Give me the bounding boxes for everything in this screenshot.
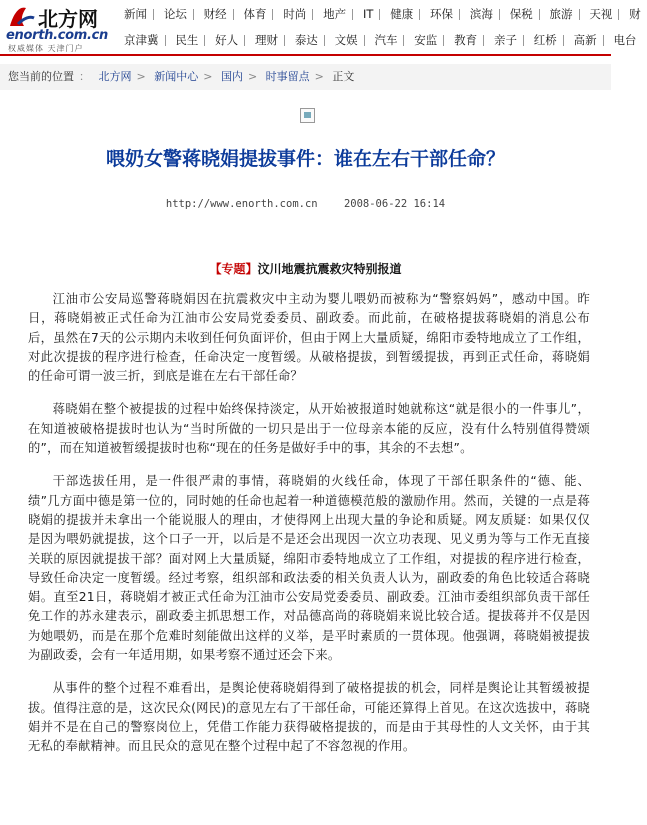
article-paragraph: 从事件的整个过程不难看出，是舆论使蒋晓娟得到了破格提拔的机会，同样是舆论让其暂缓被提拔。值得注意的是，这次民众(网民)的意见左右了干部任命，可能还算得上首见。在这次选拔中，蒋晓娟并不是在自己的警察岗位上，凭借工作能力获得破格提拔的，而是由于其母性的人文关怀，由于其无私的奉献精神。而且民众的意见在整个过程中起了不容忽视的作用。 (28, 681, 590, 754)
nav-item[interactable]: 红桥 (533, 33, 557, 47)
nav-item[interactable]: 体育 (243, 7, 267, 21)
nav-item[interactable]: 安监 (414, 33, 438, 47)
nav-item[interactable]: 时尚 (283, 7, 307, 21)
nav-row-secondary (118, 29, 637, 51)
article-body (28, 290, 590, 771)
site-logo[interactable] (0, 0, 118, 54)
logo-url: enorth.com.cn (6, 28, 109, 43)
logo-brand-text: 北方网 (38, 7, 98, 31)
nav-item[interactable]: 论坛 (163, 7, 187, 21)
nav-item[interactable]: 民生 (175, 33, 199, 47)
breadcrumb-item[interactable]: 新闻中心 (154, 70, 199, 83)
nav-item[interactable]: 电台 (613, 33, 637, 47)
nav-item[interactable]: 教育 (454, 33, 478, 47)
nav-item[interactable]: 泰达 (294, 33, 318, 47)
nav-item[interactable]: 保税 (509, 7, 533, 21)
nav-item[interactable]: 文娱 (334, 33, 358, 47)
broken-image-icon (300, 108, 315, 123)
article-datetime: 2008-06-22 16:14 (343, 198, 446, 210)
special-title: 汶川地震抗震救灾特别报道 (257, 262, 402, 276)
nav-item[interactable]: 理财 (254, 33, 278, 47)
nav-item[interactable]: 亲子 (493, 33, 517, 47)
nav-item[interactable]: 环保 (430, 7, 454, 21)
nav-row-primary (118, 3, 641, 25)
nav-item[interactable]: 健康 (390, 7, 414, 21)
article-source-url[interactable]: http://www.enorth.com.cn (165, 198, 318, 210)
nav-item[interactable]: 好人 (215, 33, 239, 47)
special-report-link[interactable] (0, 260, 611, 277)
article-paragraph: 蒋晓娟在整个被提拔的过程中始终保持淡定，从开始被报道时她就称这“就是很小的一件事儿”，在知道被破格提拔时也认为“当时所做的一切只是出于一位母亲本能的反应，没有什么特别值得赞颂的”，而在知道被暂缓提拔时也称“现在的任务是做好手中的事，其余的不去想”。 (28, 402, 590, 456)
logo-tagline: 权威媒体 天津门户 (8, 44, 84, 53)
nav-item[interactable]: IT (362, 7, 374, 21)
breadcrumb-item[interactable]: 北方网 (98, 70, 132, 83)
article-meta (0, 198, 611, 210)
nav-item[interactable]: 地产 (323, 7, 347, 21)
nav-item[interactable]: 财 (629, 7, 641, 21)
nav-item[interactable]: 旅游 (549, 7, 573, 21)
nav-item[interactable]: 汽车 (374, 33, 398, 47)
header-divider (0, 54, 611, 56)
nav-item[interactable]: 新闻 (124, 7, 147, 21)
nav-item[interactable]: 天视 (589, 7, 613, 21)
nav-item[interactable]: 滨海 (469, 7, 493, 21)
breadcrumb-prefix: 您当前的位置 (8, 70, 74, 83)
nav-item[interactable]: 高新 (573, 33, 597, 47)
breadcrumb-current: 正文 (332, 70, 355, 83)
breadcrumb-item[interactable]: 国内 (220, 70, 243, 83)
breadcrumb-item[interactable]: 时事留点 (265, 70, 310, 83)
special-tag: 【专题】 (209, 262, 258, 276)
breadcrumb: 您当前的位置 ： 北方网 > 新闻中心 > 国内 > 时事留点 > 正文 (0, 64, 611, 90)
article-title: 喂奶女警蒋晓娟提拔事件：谁在左右干部任命？ (105, 148, 505, 170)
article-paragraph: 江油市公安局巡警蒋晓娟因在抗震救灾中主动为婴儿喂奶而被称为“警察妈妈”，感动中国。昨日，蒋晓娟被正式任命为江油市公安局党委委员、副政委。而此前，在破格提拔蒋晓娟的消息公布后，虽然在7天的公示期内未收到任何负面评价，但由于网上大量质疑，绵阳市委特地成立了工作组，对此次提拔的程序进行检查，任命决定一度暂缓。从破格提拔，到暂缓提拔，再到正式任命，蒋晓娟的任命可谓一波三折，到底是谁在左右干部任命？ (28, 292, 590, 384)
article-paragraph: 干部选拔任用，是一件很严肃的事情，蒋晓娟的火线任命，体现了干部任职条件的“德、能、绩”几方面中德是第一位的，同时她的任命也起着一种道德模范般的激励作用。然而，关键的一点是蒋晓娟的提拔并未拿出一个能说服人的理由，才使得网上出现大量的争论和质疑。网友质疑：如果仅仅是因为喂奶就提拔，这个口子一开，以后是不是还会出现因一次立功表现、见义勇为等与工作无直接关联的原因就提拔干部？面对网上大量质疑，绵阳市委特地成立了工作组，对提拔的程序进行检查，导致任命决定一度暂缓。经过考察，组织部和政法委的相关负责人认为，副政委的角色比较适合蒋晓娟。直至21日，蒋晓娟才被正式任命为江油市公安局党委委员、副政委。江油市委组织部负责干部任免工作的苏永建表示，副政委主抓思想工作，对品德高尚的蒋晓娟来说比较合适。提拔蒋并不仅是因为她喂奶，而是在那个危难时刻能做出这样的义举，是平时素质的一贯体现。他强调，蒋晓娟被提拔为副政委，会有一年适用期，如果考察不通过还会下来。 (28, 474, 590, 663)
nav-item[interactable]: 京津冀 (124, 33, 159, 47)
nav-item[interactable]: 财经 (203, 7, 227, 21)
site-header (0, 0, 641, 54)
